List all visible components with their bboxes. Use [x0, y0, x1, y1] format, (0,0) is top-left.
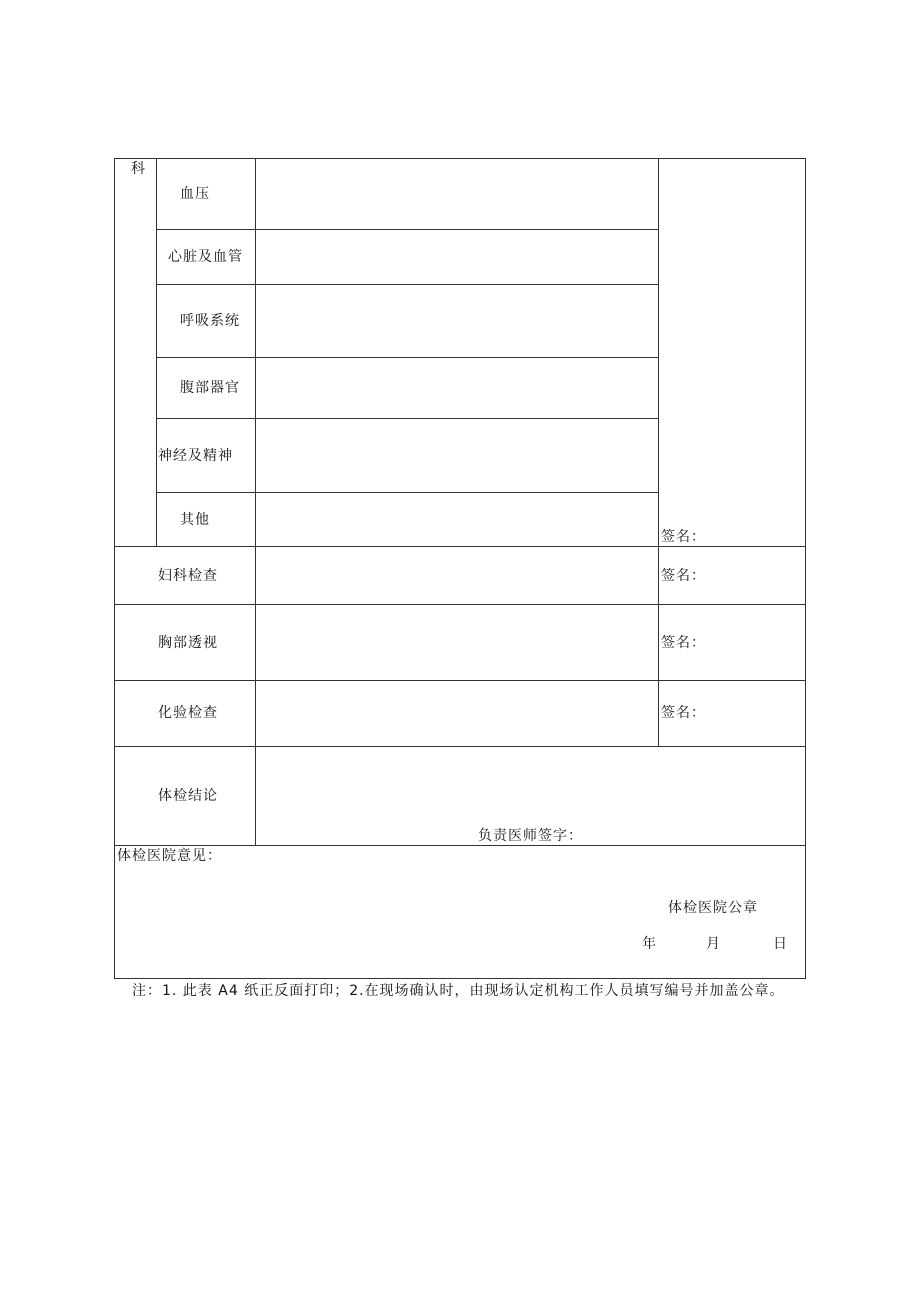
row-divider — [114, 680, 806, 681]
date-month-label: 月 — [706, 936, 721, 952]
table-right-border — [805, 158, 806, 979]
item-label-other: 其他 — [180, 512, 210, 528]
row-label-gynecology: 妇科检查 — [158, 568, 218, 584]
sign-label: 签名： — [661, 705, 706, 721]
conclusion-label: 体检结论 — [158, 788, 218, 804]
footnote: 注：1. 此表 A4 纸正反面打印；2.在现场确认时，由现场认定机构工作人员填写编号并加盖公章。 — [132, 983, 785, 999]
item-label-blood-pressure: 血压 — [180, 186, 210, 202]
row-divider — [156, 492, 659, 493]
doctor-signature-label: 负责医师签字： — [478, 828, 583, 844]
row-divider — [114, 604, 806, 605]
table-left-border — [114, 158, 115, 979]
date-year-label: 年 — [642, 936, 657, 952]
column-divider — [255, 158, 256, 846]
row-divider — [156, 357, 659, 358]
hospital-seal-label: 体检医院公章 — [668, 900, 758, 916]
item-label-abdomen: 腹部器官 — [180, 380, 240, 396]
column-divider — [658, 158, 659, 747]
date-day-label: 日 — [773, 936, 788, 952]
sign-label: 签名： — [661, 568, 706, 584]
row-divider — [156, 284, 659, 285]
hospital-opinion-label: 体检医院意见： — [117, 848, 222, 864]
row-divider — [114, 746, 806, 747]
row-divider — [114, 546, 806, 547]
row-label-chest-xray: 胸部透视 — [158, 635, 218, 651]
table-bottom-border — [114, 978, 806, 979]
row-divider — [156, 418, 659, 419]
column-divider — [156, 158, 157, 547]
table-top-border — [114, 158, 806, 159]
sign-label: 签名： — [661, 635, 706, 651]
sign-label: 签名： — [661, 529, 706, 545]
item-label-neuro: 神经及精神 — [158, 448, 233, 464]
item-label-respiratory: 呼吸系统 — [180, 313, 240, 329]
item-label-heart: 心脏及血管 — [168, 249, 243, 265]
row-divider — [156, 229, 659, 230]
row-label-lab-test: 化验检查 — [158, 705, 218, 721]
section-label: 科 — [131, 161, 146, 177]
row-divider — [114, 845, 806, 846]
